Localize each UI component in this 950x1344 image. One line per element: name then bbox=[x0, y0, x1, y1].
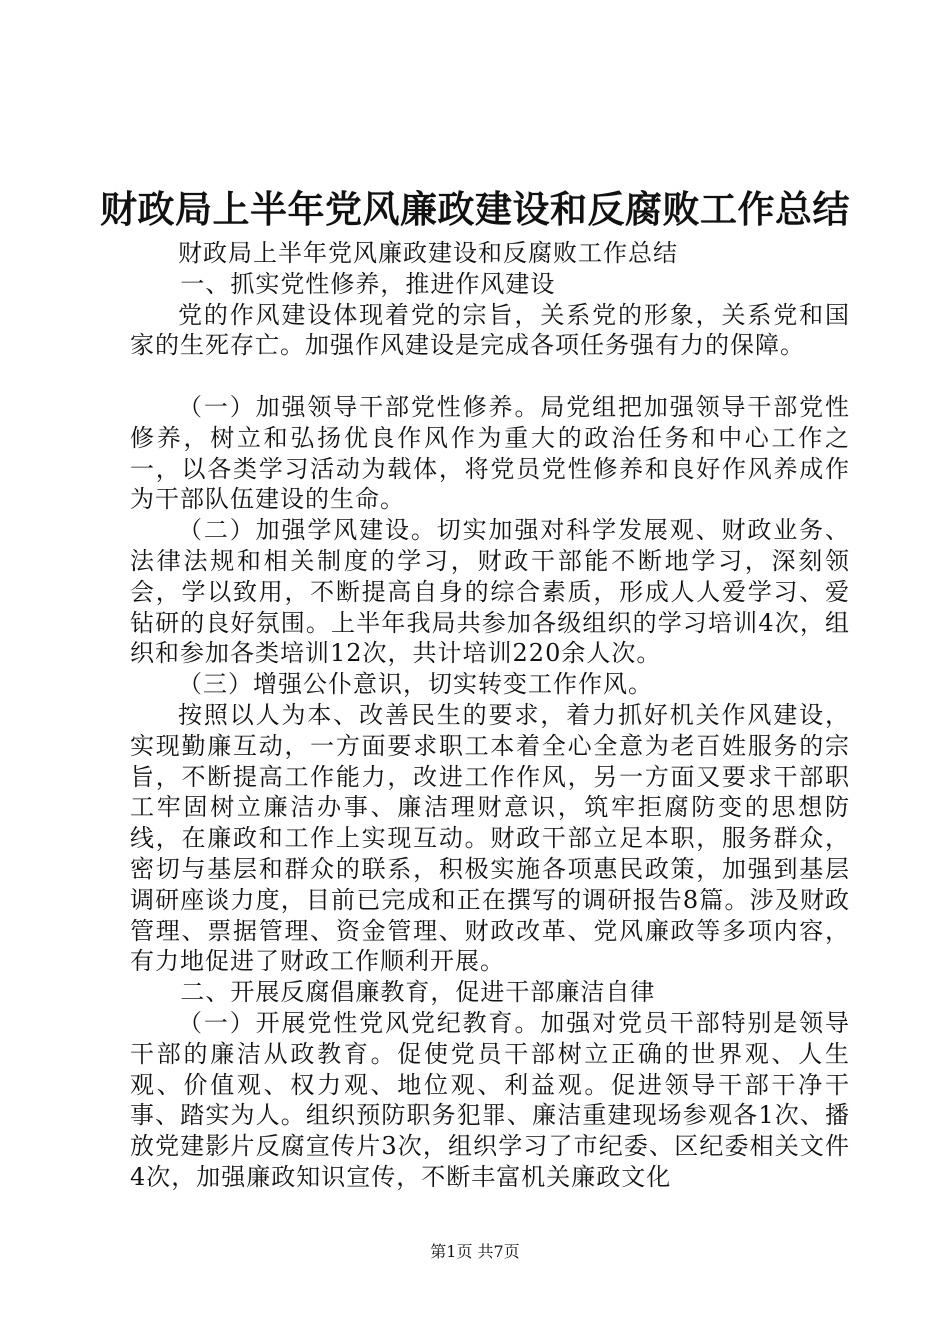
body-paragraph: 党的作风建设体现着党的宗旨，关系党的形象，关系党和国家的生死存亡。加强作风建设是完成各项任务强有力的保障。 bbox=[130, 300, 850, 360]
section-heading-1: 一、抓实党性修养，推进作风建设 bbox=[180, 269, 556, 298]
document-title: 财政局上半年党风廉政建设和反腐败工作总结 bbox=[100, 187, 850, 231]
page-number-footer: 第1页 共7页 bbox=[430, 1242, 520, 1261]
body-paragraph: （一）开展党性党风党纪教育。加强对党员干部特别是领导干部的廉洁从政教育。促使党员干部树立正确的世界观、人生观、价值观、权力观、地位观、利益观。促进领导干部干净干事、踏实为人。组织预防职务犯罪、廉洁重建现场参观各1次、播放党建影片反腐宣传片3次，组织学习了市纪委、区纪委相关文件4次，加强廉政知识宣传，不断丰富机关廉政文化 bbox=[130, 1008, 850, 1191]
body-paragraph: （一）加强领导干部党性修养。局党组把加强领导干部党性修养，树立和弘扬优良作风作为重大的政治任务和中心工作之一，以各类学习活动为载体，将党员党性修养和良好作风养成作为干部队伍建设的生命。 bbox=[130, 392, 850, 514]
section-heading-2: 二、开展反腐倡廉教育，促进干部廉洁自律 bbox=[180, 978, 656, 1007]
document-body bbox=[130, 238, 850, 1193]
body-paragraph: （二）加强学风建设。切实加强对科学发展观、财政业务、法律法规和相关制度的学习，财政干部能不断地学习，深刻领会，学以致用，不断提高自身的综合素质，形成人人爱学习、爱钻研的良好氛围。上半年我局共参加各级组织的学习培训4次，组织和参加各类培训12次，共计培训220余人次。 bbox=[130, 516, 850, 668]
subtitle-paragraph: 财政局上半年党风廉政建设和反腐败工作总结 bbox=[178, 239, 678, 267]
blank-line bbox=[130, 361, 850, 392]
subsection-heading: （三）增强公仆意识，切实转变工作作风。 bbox=[178, 670, 653, 699]
body-paragraph: 按照以人为本、改善民生的要求，着力抓好机关作风建设，实现勤廉互动，一方面要求职工本着全心全意为老百姓服务的宗旨，不断提高工作能力，改进工作作风，另一方面又要求干部职工牢固树立廉洁办事、廉洁理财意识，筑牢拒腐防变的思想防线，在廉政和工作上实现互动。财政干部立足本职，服务群众，密切与基层和群众的联系，积极实施各项惠民政策，加强到基层调研座谈力度，目前已完成和正在撰写的调研报告8篇。涉及财政管理、票据管理、资金管理、财政改革、党风廉政等多项内容，有力地促进了财政工作顺利开展。 bbox=[130, 700, 850, 976]
